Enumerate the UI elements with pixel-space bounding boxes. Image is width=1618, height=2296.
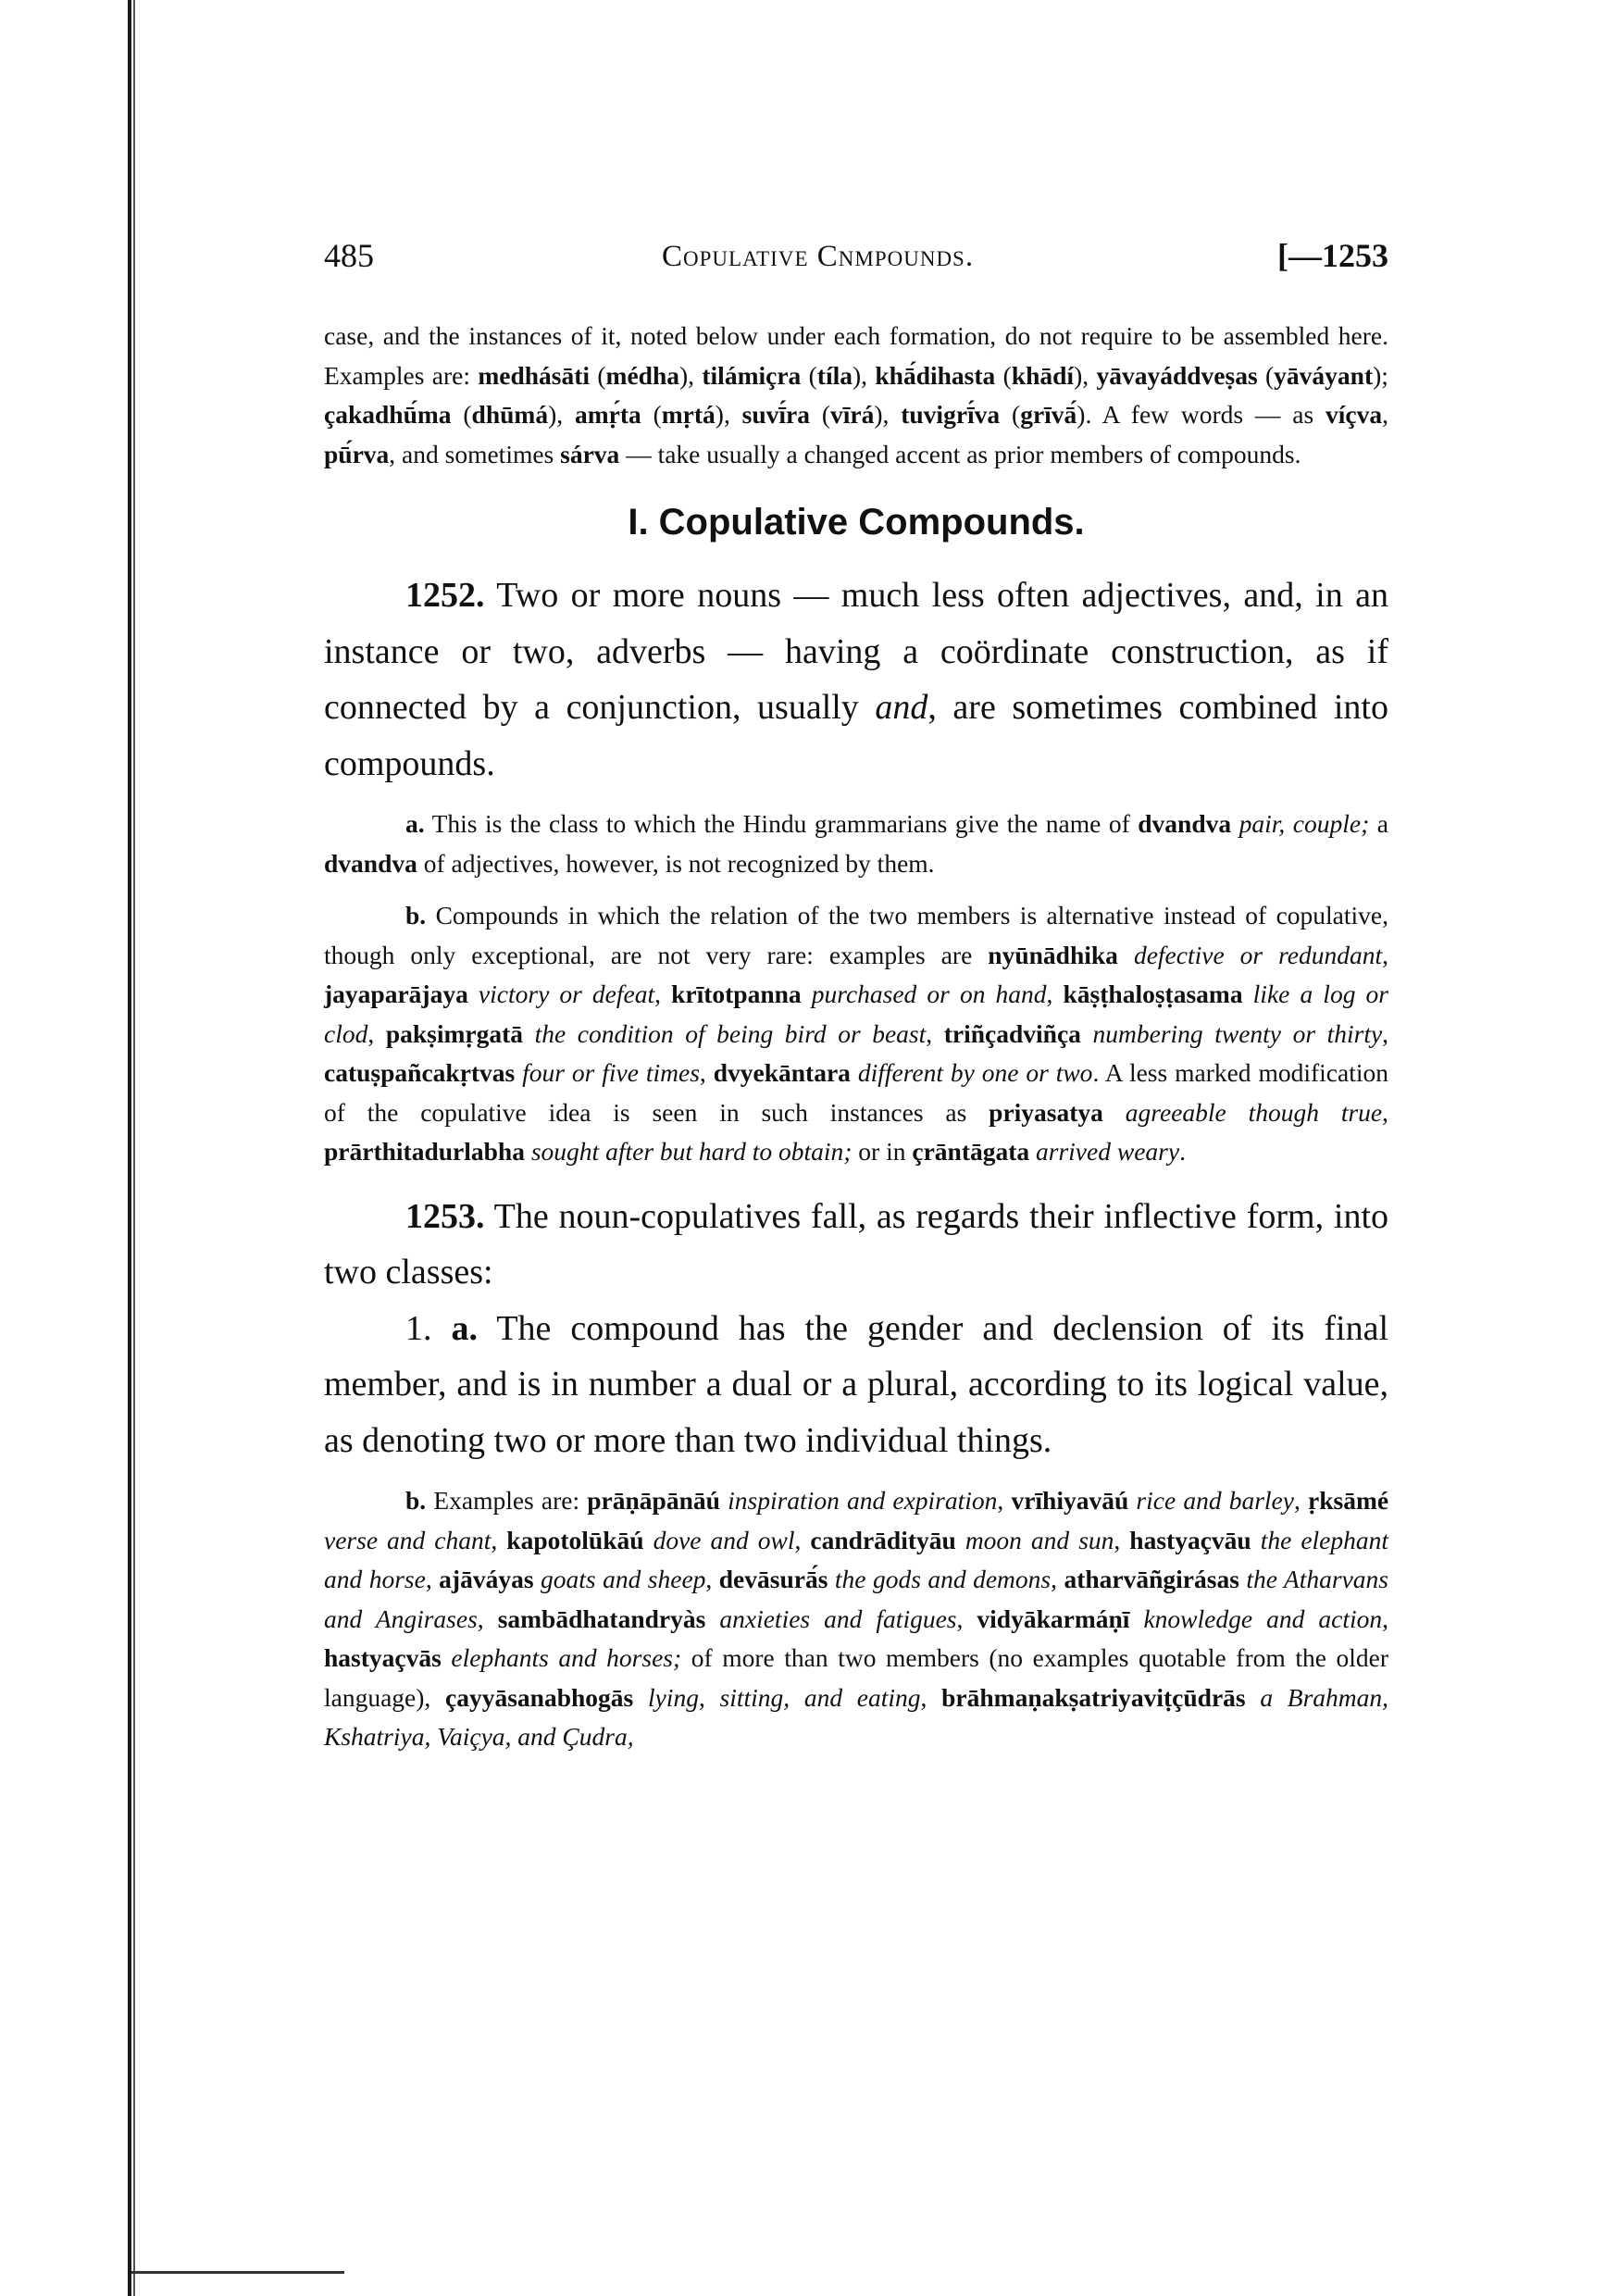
text-run: , — [920, 1682, 942, 1712]
text-run: , — [1114, 1525, 1130, 1554]
text-run: , — [654, 980, 672, 1008]
sanskrit-term: jayaparājaya — [324, 980, 468, 1008]
text-run — [1103, 1098, 1126, 1127]
sanskrit-term: a. — [451, 1308, 479, 1348]
sanskrit-term: dvandva — [324, 848, 417, 878]
sanskrit-term: b. — [405, 1486, 427, 1515]
section-heading: I. Copulative Compounds. — [628, 502, 1085, 543]
gloss-text: the gods and demons — [834, 1565, 1052, 1593]
intro-paragraph — [324, 317, 1388, 474]
text-run: ( — [801, 360, 817, 390]
sanskrit-term: vīrá — [830, 400, 875, 429]
gloss-text: purchased or on hand — [811, 980, 1047, 1008]
text-run: ( — [641, 400, 662, 429]
text-run — [720, 1486, 728, 1515]
gloss-text: defective or redundant — [1133, 940, 1383, 969]
paragraph-1253-1a — [324, 1301, 1388, 1469]
sanskrit-term: candrādityāu — [810, 1525, 956, 1554]
text-run: a — [1369, 809, 1388, 838]
text-run: , — [1382, 400, 1388, 429]
gloss-text: like a log or clod — [324, 980, 1388, 1048]
text-run — [1231, 809, 1239, 838]
sanskrit-term: 1252. — [405, 576, 485, 615]
paragraph-1252b — [324, 896, 1388, 1172]
sanskrit-term: mṛtá — [661, 400, 716, 429]
gloss-text: rice and barley — [1136, 1486, 1294, 1515]
sanskrit-term: brāhmaṇakṣatriyaviṭçūdrās — [941, 1682, 1246, 1712]
gloss-text: and — [875, 688, 928, 727]
sanskrit-term: devāsurā́s — [718, 1565, 828, 1593]
text-run: , — [956, 1603, 977, 1633]
text-run — [1251, 1526, 1261, 1554]
text-run: , — [926, 1018, 944, 1048]
sanskrit-term: vrīhiyavāú — [1011, 1486, 1129, 1515]
paragraph-1252a — [324, 805, 1388, 883]
text-run: of adjectives, however, is not recognized by them. — [417, 848, 935, 878]
sanskrit-term: krītotpanna — [671, 980, 802, 1008]
sanskrit-term: çrāntāgata — [912, 1137, 1030, 1166]
sanskrit-term: atharvāñgirásas — [1064, 1565, 1239, 1593]
text-run: ( — [1000, 400, 1021, 429]
text-run — [534, 1565, 541, 1593]
text-run: , — [367, 1018, 386, 1048]
text-run: , — [997, 1486, 1012, 1515]
gloss-text: the elephant and horse — [324, 1525, 1389, 1593]
text-run: 1. — [405, 1308, 452, 1348]
paragraph-1253 — [324, 1189, 1388, 1301]
text-run: case, and the instances of it, noted below under each formation, do not require to be assembled here. Examples are: — [324, 321, 1388, 390]
paragraph-1253-1b — [324, 1481, 1388, 1757]
text-run: , — [699, 1058, 714, 1087]
sanskrit-term: triñçadviñça — [943, 1018, 1081, 1048]
text-run: ( — [995, 360, 1012, 390]
gloss-text: moon and sun — [965, 1525, 1114, 1554]
sanskrit-term: khādí — [1011, 360, 1075, 390]
text-run: Examples are: — [426, 1486, 588, 1515]
text-run: ), — [1074, 360, 1097, 390]
sanskrit-term: ajāváyas — [439, 1565, 534, 1593]
text-run: Two or more nouns — much less often adjectives, and, in an instance or two, adverbs — having a coördinate construction, as if connected by a conjunction, usually — [324, 576, 1388, 727]
text-run — [802, 980, 812, 1008]
gloss-text: inspiration and expiration — [728, 1486, 998, 1515]
sanskrit-term: hastyaçvāu — [1129, 1525, 1251, 1554]
gloss-text: the Atharvans and Angirases — [324, 1565, 1388, 1633]
gloss-text: verse and chant — [324, 1525, 492, 1554]
text-run: The noun-copulatives fall, as regards their inflective form, into two classes: — [324, 1196, 1388, 1292]
text-run — [851, 1058, 858, 1087]
gloss-text: goats and sheep — [541, 1565, 706, 1593]
sanskrit-term: yāvayáddveṣas — [1096, 360, 1258, 390]
sanskrit-term: kāṣṭhaloṣṭasama — [1063, 980, 1243, 1008]
page-number: 485 — [324, 237, 374, 274]
sanskrit-term: hastyaçvās — [324, 1643, 442, 1672]
binding-edge-shadow — [133, 0, 135, 2296]
text-run: , and sometimes — [389, 439, 561, 468]
sanskrit-term: a. — [405, 809, 425, 838]
text-run: ), — [679, 360, 703, 390]
text-run: ). A few words — as — [1077, 400, 1326, 429]
text-run — [705, 1604, 719, 1633]
gloss-text: lying, sitting, and eating — [647, 1682, 921, 1712]
text-run — [956, 1526, 965, 1554]
text-run: Compounds in which the relation of the two members is alternative instead of copulative, though only exceptional, are not very rare: examples are — [324, 901, 1388, 969]
text-run — [1118, 941, 1134, 969]
sanskrit-term: çakadhū́ma — [324, 400, 452, 429]
sanskrit-term: dhūmá — [471, 400, 549, 429]
text-run: . A less marked modification of the copulative idea is seen in such instances as — [324, 1058, 1388, 1127]
text-run: , — [794, 1525, 811, 1554]
text-run: , — [425, 1565, 440, 1593]
sanskrit-term: priyasatya — [989, 1097, 1103, 1127]
text-run — [1246, 1683, 1261, 1712]
gloss-text: elephants and horses; — [451, 1643, 682, 1672]
sanskrit-term: ṛksāmé — [1308, 1486, 1389, 1515]
text-run — [1081, 1019, 1093, 1048]
text-run: , — [1382, 1018, 1389, 1048]
text-run: , — [477, 1603, 498, 1633]
paragraph-1252 — [324, 568, 1388, 792]
text-run: , — [1293, 1486, 1308, 1515]
sanskrit-term: vidyākarmáṇī — [977, 1603, 1130, 1633]
sanskrit-term: pakṣimṛgatā — [385, 1018, 524, 1048]
sanskrit-term: prārthitadurlabha — [324, 1137, 525, 1166]
sanskrit-term: medhásāti — [478, 360, 591, 390]
sanskrit-term: prāṇāpānāú — [587, 1486, 720, 1515]
gloss-text: dove and owl — [653, 1525, 795, 1554]
text-run — [828, 1565, 834, 1593]
text-run: ), — [852, 360, 876, 390]
gloss-text: arrived weary — [1036, 1137, 1180, 1166]
sanskrit-term: tíla — [816, 360, 853, 390]
text-run: ( — [1257, 360, 1275, 390]
sanskrit-term: dvandva — [1138, 809, 1232, 838]
sanskrit-term: catuṣpañcakṛtvas — [324, 1058, 516, 1087]
text-run: ( — [810, 400, 830, 429]
text-run — [468, 980, 479, 1008]
text-run: — take usually a changed accent as prior members of compounds. — [619, 439, 1301, 468]
section-reference: [—1253 — [1277, 237, 1388, 274]
gloss-text: knowledge and action — [1143, 1603, 1383, 1633]
gloss-text: numbering twenty or thirty — [1092, 1018, 1383, 1048]
text-run: , — [1382, 940, 1389, 969]
sanskrit-term: sambādhatandryàs — [497, 1603, 706, 1633]
sanskrit-term: pū́rva — [324, 439, 390, 468]
text-run — [1029, 1137, 1036, 1166]
sanskrit-term: 1253. — [405, 1196, 485, 1236]
text-run: , are sometimes combined into compounds. — [324, 688, 1388, 783]
text-run — [633, 1683, 648, 1712]
gloss-text: sought after but hard to obtain; — [530, 1137, 853, 1166]
sanskrit-term: suvī́ra — [741, 400, 810, 429]
text-run: ), — [548, 400, 575, 429]
sanskrit-term: tuvigrī́va — [901, 400, 1001, 429]
gloss-text: pair, couple; — [1238, 809, 1370, 838]
sanskrit-term: yāváyant — [1274, 360, 1374, 390]
text-run: ( — [451, 400, 472, 429]
gloss-text: four or five times — [522, 1058, 700, 1087]
sanskrit-term: víçva — [1326, 400, 1383, 429]
running-title: Copulative Cnmpounds. — [662, 240, 975, 273]
gloss-text: a Brahman, Kshatriya, Vaiçya, and Çudra, — [324, 1682, 1389, 1751]
binding-edge-line — [128, 0, 131, 2296]
text-run: , — [1382, 1097, 1388, 1127]
page-header — [324, 236, 1388, 292]
gloss-text: victory or defeat — [478, 980, 655, 1008]
text-run: ); — [1373, 360, 1388, 390]
sanskrit-term: tilámiçra — [702, 360, 802, 390]
text-run — [1243, 980, 1253, 1008]
text-run: , — [491, 1525, 507, 1554]
bottom-rule — [131, 2271, 344, 2274]
sanskrit-term: sárva — [560, 439, 620, 468]
text-run — [515, 1058, 522, 1087]
sanskrit-term: grīvā́ — [1020, 400, 1077, 429]
text-run: ( — [590, 360, 606, 390]
text-run — [644, 1526, 653, 1554]
sanskrit-term: khā́dihasta — [875, 360, 996, 390]
text-run: or in — [852, 1137, 913, 1166]
text-run: ), — [874, 400, 902, 429]
gloss-text: different by one or two — [857, 1058, 1093, 1087]
text-run: , — [1051, 1565, 1064, 1593]
text-run — [525, 1137, 531, 1166]
page-body — [324, 317, 1388, 1757]
sanskrit-term: b. — [405, 901, 427, 930]
text-run: , — [1046, 980, 1064, 1008]
sanskrit-term: dvyekāntara — [713, 1058, 851, 1087]
text-run — [1129, 1604, 1143, 1633]
text-run: . — [1179, 1137, 1186, 1166]
gloss-text: the condition of being bird or beast — [534, 1018, 927, 1048]
sanskrit-term: médha — [605, 360, 679, 390]
sanskrit-term: kapotolūkāú — [506, 1525, 644, 1554]
text-run: , — [1382, 1603, 1388, 1633]
gloss-text: agreeable though true — [1125, 1097, 1383, 1127]
sanskrit-term: çayyāsanabhogās — [445, 1682, 634, 1712]
text-run — [442, 1643, 452, 1672]
text-run: The compound has the gender and declension of its final member, and is in number a dual or a plural, according to its logical value, as denoting two or more than two individual things. — [324, 1308, 1388, 1460]
gloss-text: anxieties and fatigues — [719, 1603, 957, 1633]
text-run — [523, 1019, 535, 1048]
text-run: ), — [715, 400, 742, 429]
text-run: of more than two members (no examples quotable from the older language), — [324, 1643, 1388, 1712]
text-run: , — [705, 1565, 719, 1593]
text-run: This is the class to which the Hindu grammarians give the name of — [424, 809, 1139, 838]
sanskrit-term: amṛ́ta — [574, 400, 641, 429]
sanskrit-term: nyūnādhika — [988, 940, 1118, 969]
